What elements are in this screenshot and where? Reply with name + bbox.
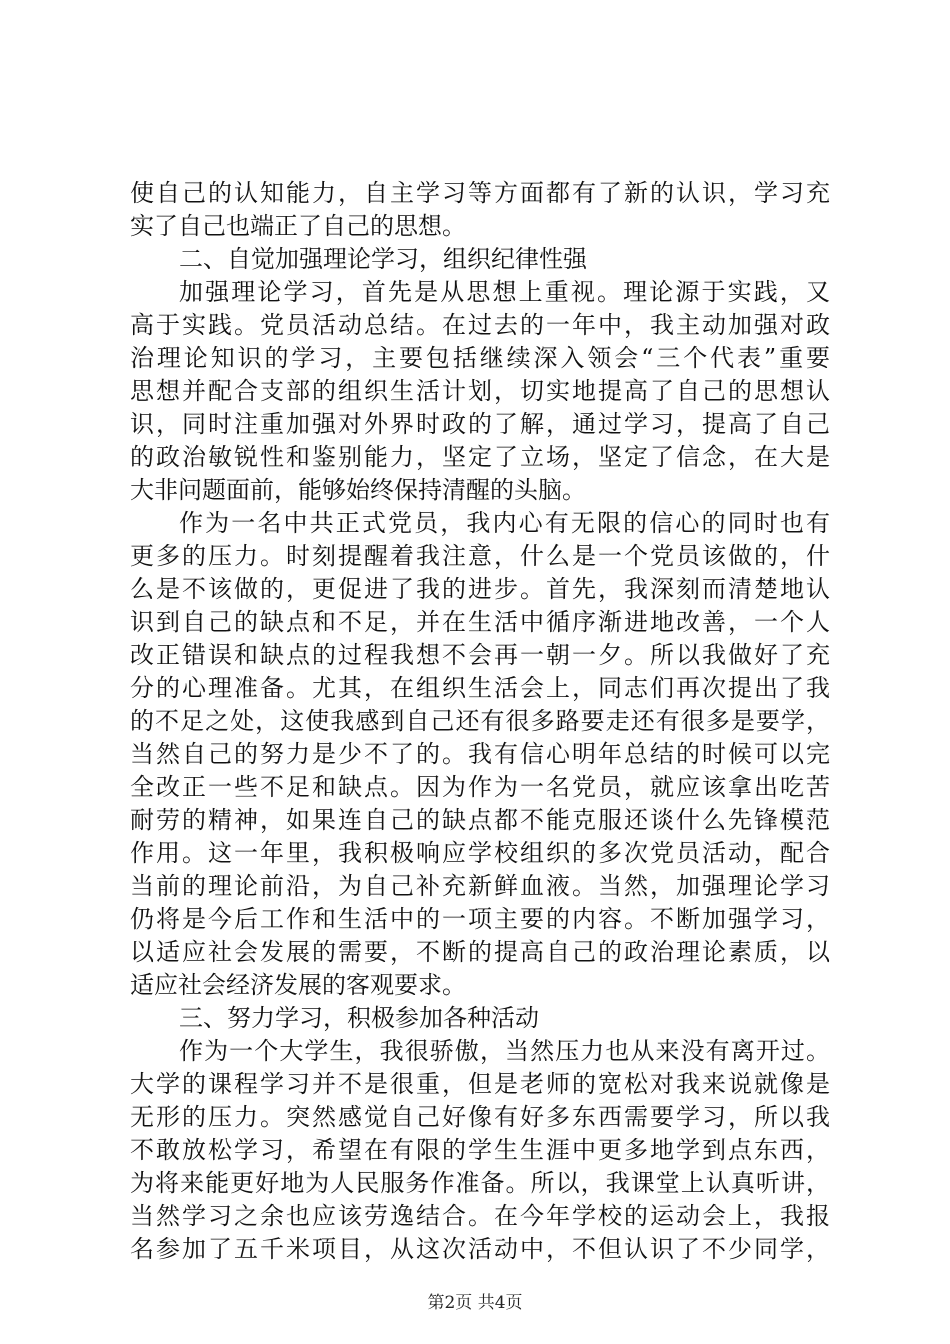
text-line: 适应社会经济发展的客观要求。 bbox=[130, 971, 466, 999]
text-line: 作用。这一年里，我积极响应学校组织的多次党员活动，配合 bbox=[130, 839, 830, 867]
text-line: 的政治敏锐性和鉴别能力，坚定了立场，坚定了信念，在大是 bbox=[130, 443, 830, 471]
text-line: 思想并配合支部的组织生活计划，切实地提高了自己的思想认 bbox=[130, 377, 830, 405]
section-heading: 二、自觉加强理论学习，组织纪律性强 bbox=[179, 245, 587, 273]
text-line: 更多的压力。时刻提醒着我注意，什么是一个党员该做的，什 bbox=[130, 542, 830, 570]
text-line: 全改正一些不足和缺点。因为作为一名党员，就应该拿出吃苦 bbox=[130, 773, 830, 801]
text-line: 高于实践。党员活动总结。在过去的一年中，我主动加强对政 bbox=[130, 311, 830, 339]
text-line: 当然自己的努力是少不了的。我有信心明年总结的时候可以完 bbox=[130, 740, 830, 768]
text-line: 的不足之处，这使我感到自己还有很多路要走还有很多是要学， bbox=[130, 707, 830, 735]
text-line: 加强理论学习，首先是从思想上重视。理论源于实践，又 bbox=[179, 278, 830, 306]
text-line: 为将来能更好地为人民服务作准备。所以，我课堂上认真听讲， bbox=[130, 1169, 830, 1197]
text-line: 无形的压力。突然感觉自己好像有好多东西需要学习，所以我 bbox=[130, 1103, 830, 1131]
text-line: 识到自己的缺点和不足，并在生活中循序渐进地改善，一个人 bbox=[130, 608, 830, 636]
text-line: 大非问题面前，能够始终保持清醒的头脑。 bbox=[130, 476, 586, 504]
text-line: 不敢放松学习，希望在有限的学生生涯中更多地学到点东西， bbox=[130, 1136, 830, 1164]
text-line: 么是不该做的，更促进了我的进步。首先，我深刻而清楚地认 bbox=[130, 575, 830, 603]
text-line: 名参加了五千米项目，从这次活动中，不但认识了不少同学， bbox=[130, 1235, 830, 1263]
text-line: 大学的课程学习并不是很重，但是老师的宽松对我来说就像是 bbox=[130, 1070, 830, 1098]
text-line: 改正错误和缺点的过程我想不会再一朝一夕。所以我做好了充 bbox=[130, 641, 830, 669]
text-line: 治理论知识的学习，主要包括继续深入领会“三个代表”重要 bbox=[130, 344, 830, 372]
text-line: 使自己的认知能力，自主学习等方面都有了新的认识，学习充 bbox=[130, 179, 830, 207]
text-line: 以适应社会发展的需要，不断的提高自己的政治理论素质，以 bbox=[130, 938, 830, 966]
text-line: 识，同时注重加强对外界时政的了解，通过学习，提高了自己 bbox=[130, 410, 830, 438]
text-line: 分的心理准备。尤其，在组织生活会上，同志们再次提出了我 bbox=[130, 674, 830, 702]
page-number-footer: 第2页 共4页 bbox=[427, 1293, 523, 1313]
text-line: 作为一个大学生，我很骄傲，当然压力也从来没有离开过。 bbox=[179, 1037, 830, 1065]
text-line: 当然学习之余也应该劳逸结合。在今年学校的运动会上，我报 bbox=[130, 1202, 830, 1230]
text-line: 当前的理论前沿，为自己补充新鲜血液。当然，加强理论学习 bbox=[130, 872, 830, 900]
text-line: 仍将是今后工作和生活中的一项主要的内容。不断加强学习， bbox=[130, 905, 830, 933]
section-heading: 三、努力学习，积极参加各种活动 bbox=[179, 1004, 539, 1032]
text-line: 实了自己也端正了自己的思想。 bbox=[130, 212, 466, 240]
text-line: 作为一名中共正式党员，我内心有无限的信心的同时也有 bbox=[179, 509, 830, 537]
text-line: 耐劳的精神，如果连自己的缺点都不能克服还谈什么先锋模范 bbox=[130, 806, 830, 834]
